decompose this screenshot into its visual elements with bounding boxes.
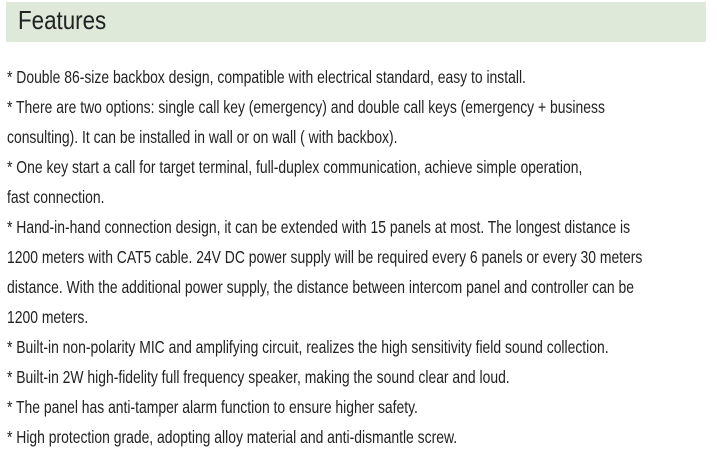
feature-line-2: * There are two options: single call key (emergency) and double call keys (emergency + business (7, 97, 605, 117)
feature-line-1: * Double 86-size backbox design, compatible with electrical standard, easy to install. (7, 67, 526, 87)
feature-line-11: * Built-in 2W high-fidelity full frequency speaker, making the sound clear and loud. (7, 367, 510, 387)
feature-line-8: distance. With the additional power supply, the distance between intercom panel and controller can be (7, 277, 634, 297)
feature-line-3: consulting). It can be installed in wall or on wall ( with backbox). (7, 127, 398, 147)
feature-line-4: * One key start a call for target terminal, full-duplex communication, achieve simple operation, (7, 157, 583, 177)
feature-line-9: 1200 meters. (7, 307, 89, 327)
features-header-bar (6, 2, 706, 42)
features-heading: Features (18, 5, 107, 35)
feature-line-6: * Hand-in-hand connection design, it can be extended with 15 panels at most. The longest distance is (7, 217, 631, 237)
feature-line-10: * Built-in non-polarity MIC and amplifying circuit, realizes the high sensitivity field sound collection. (7, 337, 609, 357)
feature-line-5: fast connection. (7, 187, 105, 207)
features-list (7, 62, 717, 452)
feature-line-13: * High protection grade, adopting alloy material and anti-dismantle screw. (7, 427, 458, 447)
feature-line-12: * The panel has anti-tamper alarm function to ensure higher safety. (7, 397, 418, 417)
feature-line-7: 1200 meters with CAT5 cable. 24V DC power supply will be required every 6 panels or every 30 meters (7, 247, 643, 267)
